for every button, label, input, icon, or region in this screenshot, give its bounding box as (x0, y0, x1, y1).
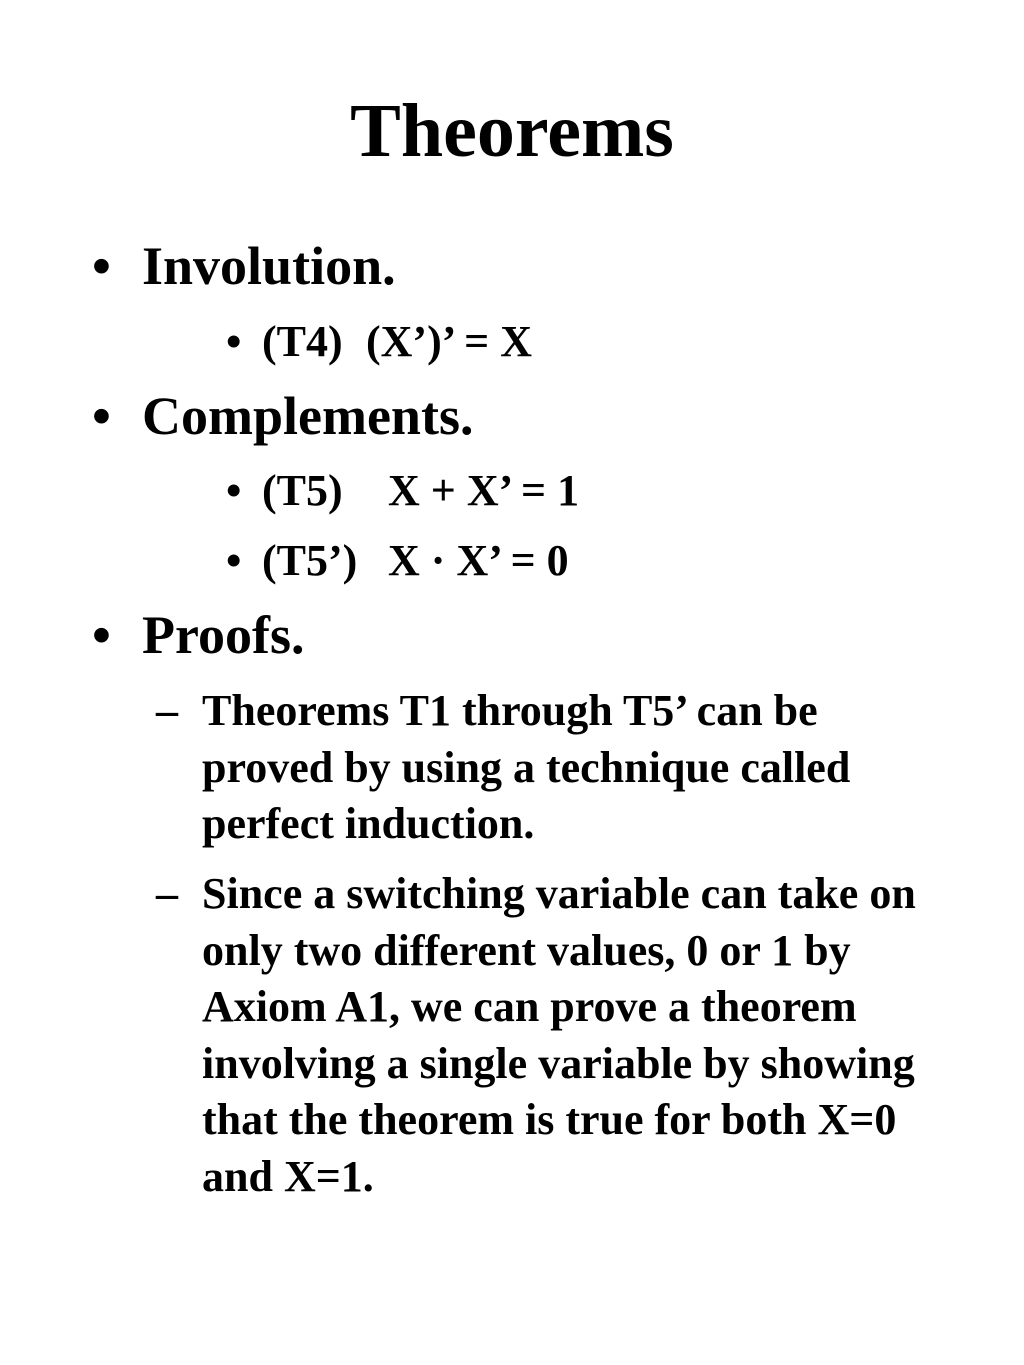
proof-text: Since a switching variable can take on only two different values, 0 or 1 by Axiom A1, we can prove a theorem involving a single variable by showing that the theorem is true for both X=0 and X=1. (202, 869, 916, 1201)
bullet-glyph: • (226, 536, 242, 585)
bullet-glyph: • (92, 605, 111, 665)
bullet-complements (92, 386, 473, 446)
theorem-tag: (T5’) (262, 536, 358, 585)
bullet-glyph: • (92, 236, 111, 296)
dash-glyph: – (156, 869, 178, 918)
heading-proofs: Proofs. (142, 605, 305, 665)
bullet-glyph: • (226, 466, 242, 515)
theorem-formula: X + X’ = 1 (388, 466, 580, 515)
proof-text: Theorems T1 through T5’ can be proved by using a technique called perfect induction. (202, 686, 851, 848)
slide-title: Theorems (350, 89, 674, 173)
theorem-t5-prime (226, 536, 569, 586)
heading-complements: Complements. (142, 386, 474, 446)
theorem-formula: X · X’ = 0 (388, 536, 569, 585)
bullet-involution (92, 236, 396, 296)
theorem-t4 (226, 317, 532, 367)
proof-paragraph-perfect-induction (156, 683, 946, 853)
theorem-formula: (X’)’ = X (366, 317, 532, 366)
bullet-glyph: • (92, 386, 111, 446)
theorem-t5 (226, 466, 579, 516)
bullet-proofs (92, 605, 304, 665)
dash-glyph: – (156, 686, 178, 735)
proof-paragraph-switching-variable (156, 866, 946, 1205)
heading-involution: Involution. (142, 236, 396, 296)
theorem-tag: (T5) (262, 466, 343, 515)
theorem-tag: (T4) (262, 317, 343, 366)
bullet-glyph: • (226, 317, 242, 366)
